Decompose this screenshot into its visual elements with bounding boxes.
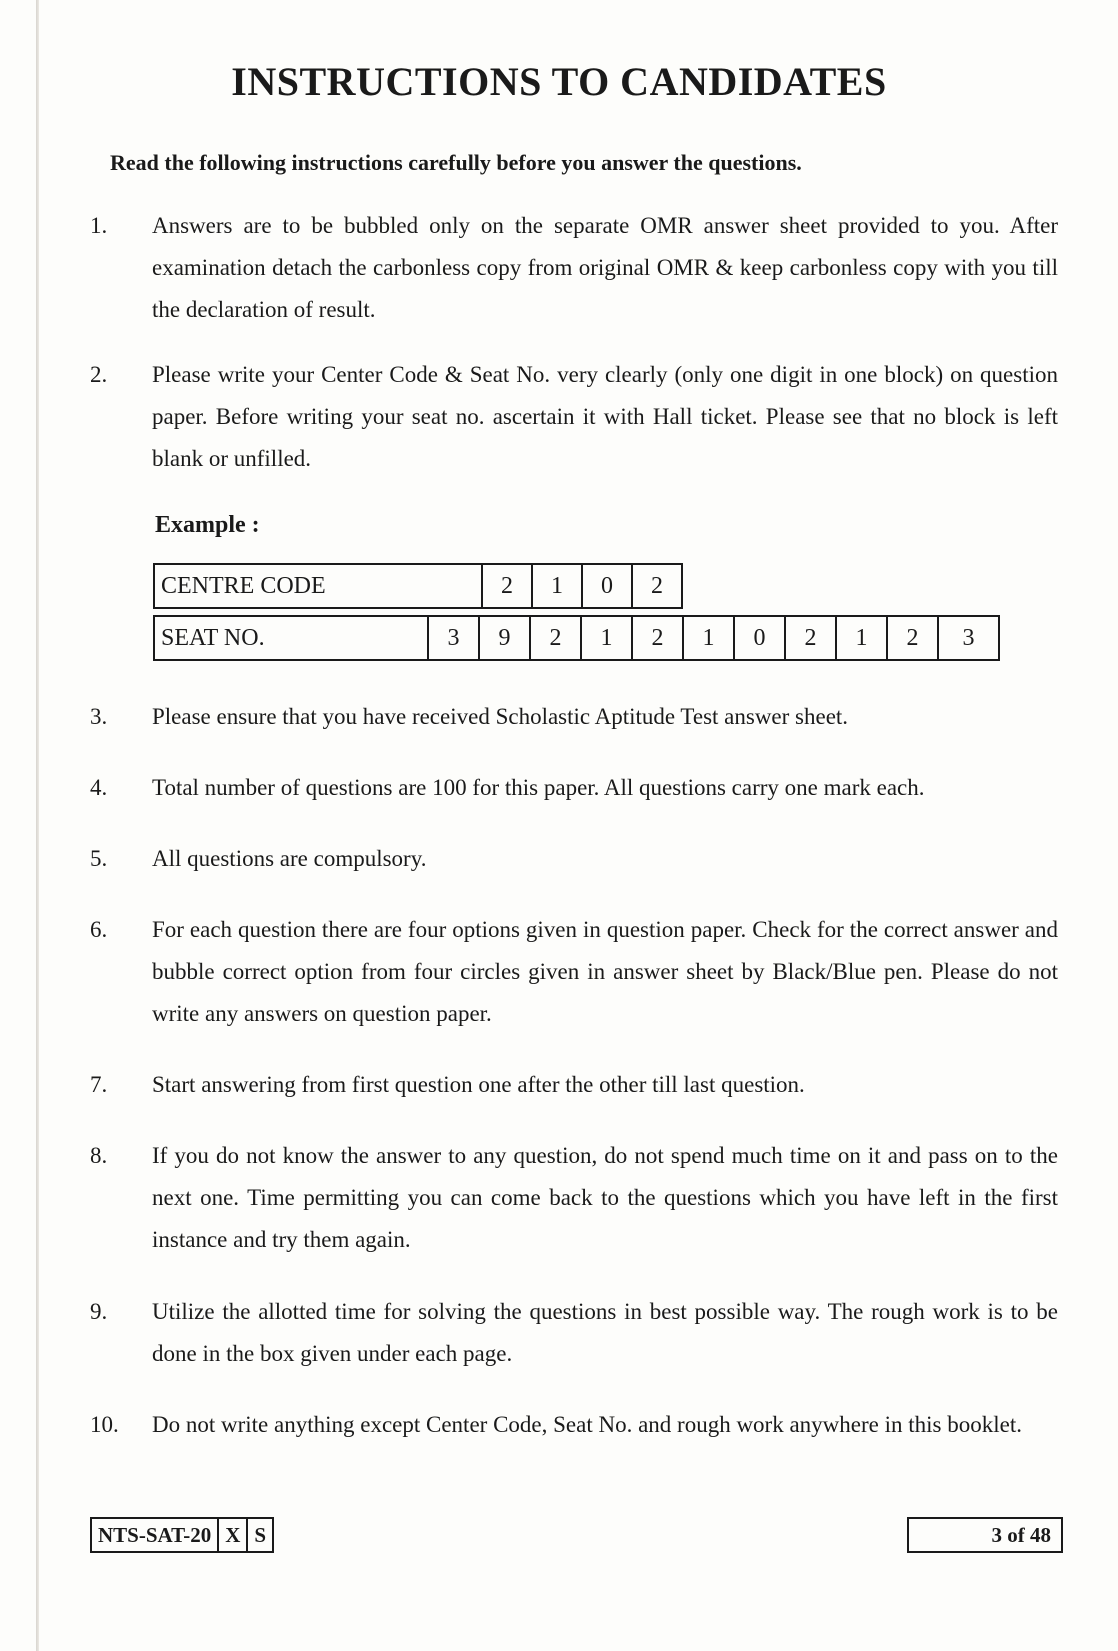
seat-no-table (153, 615, 1000, 661)
instruction-text: All questions are compulsory. (152, 846, 427, 871)
page-number: 3 of 48 (907, 1517, 1063, 1553)
instruction-item (90, 767, 1058, 809)
intro-text: Read the following instructions carefully before you answer the questions. (110, 150, 802, 175)
seat-no-digit: 2 (785, 616, 836, 660)
paper-code: NTS-SAT-20 (91, 1518, 218, 1552)
instruction-item (90, 909, 1058, 1035)
instruction-text: If you do not know the answer to any question, do not spend much time on it and pass on to the next one. Time permitting you can come back to the questions which you have left in the first instance and try them again. (152, 1143, 1058, 1252)
instruction-number: 10. (90, 1412, 119, 1437)
instruction-item (90, 1404, 1058, 1446)
seat-no-label: SEAT NO. (154, 616, 428, 660)
centre-code-label: CENTRE CODE (154, 564, 482, 608)
instruction-text: Answers are to be bubbled only on the separate OMR answer sheet provided to you. After examination detach the carbonless copy from original OMR & keep carbonless copy with you till the declaration of result. (152, 213, 1058, 322)
centre-code-table (153, 563, 683, 609)
paper-code-box-2: S (247, 1518, 273, 1552)
instruction-text: For each question there are four options given in question paper. Check for the correct answer and bubble correct option from four circles given in answer sheet by Black/Blue pen. Please do not write any answers on question paper. (152, 917, 1058, 1026)
instruction-number: 3. (90, 704, 108, 729)
instruction-item (90, 838, 1058, 880)
instruction-item (90, 1135, 1058, 1261)
instruction-text: Please write your Center Code & Seat No. very clearly (only one digit in one block) on question paper. Before writing your seat no. ascertain it with Hall ticket. Please see that no block is left blank or unfilled. (152, 362, 1058, 471)
seat-no-digit: 0 (734, 616, 785, 660)
centre-code-digit: 0 (582, 564, 632, 608)
seat-no-digit: 1 (836, 616, 887, 660)
instruction-number: 5. (90, 846, 108, 871)
instruction-text: Start answering from first question one after the other till last question. (152, 1072, 805, 1097)
centre-code-digit: 2 (632, 564, 682, 608)
seat-no-digit: 2 (887, 616, 938, 660)
example-label: Example : (155, 512, 260, 538)
instruction-item (90, 205, 1058, 331)
page-title: INSTRUCTIONS TO CANDIDATES (231, 59, 887, 104)
paper-code-box (90, 1517, 274, 1553)
page-edge (36, 0, 39, 1651)
instruction-text: Please ensure that you have received Scholastic Aptitude Test answer sheet. (152, 704, 849, 729)
instruction-text: Utilize the allotted time for solving the questions in best possible way. The rough work is to be done in the box given under each page. (152, 1299, 1058, 1366)
instruction-number: 4. (90, 775, 108, 800)
instruction-number: 6. (90, 917, 108, 942)
seat-no-digit: 1 (683, 616, 734, 660)
instruction-item (90, 1064, 1058, 1106)
paper-code-box-1: X (218, 1518, 247, 1552)
seat-no-digit: 1 (581, 616, 632, 660)
seat-no-digit: 2 (530, 616, 581, 660)
instruction-number: 8. (90, 1143, 108, 1168)
centre-code-digit: 2 (482, 564, 532, 608)
instruction-item (90, 696, 1058, 738)
instruction-number: 2. (90, 362, 108, 387)
instruction-number: 1. (90, 213, 108, 238)
instruction-text: Total number of questions are 100 for this paper. All questions carry one mark each. (152, 775, 925, 800)
instruction-item (90, 354, 1058, 480)
seat-no-digit: 3 (428, 616, 479, 660)
centre-code-digit: 1 (532, 564, 582, 608)
instruction-item (90, 1291, 1058, 1375)
instruction-number: 7. (90, 1072, 108, 1097)
seat-no-digit: 2 (632, 616, 683, 660)
seat-no-digit: 9 (479, 616, 530, 660)
instruction-text: Do not write anything except Center Code, Seat No. and rough work anywhere in this booklet. (152, 1412, 1022, 1437)
seat-no-digit: 3 (938, 616, 999, 660)
instruction-number: 9. (90, 1299, 108, 1324)
